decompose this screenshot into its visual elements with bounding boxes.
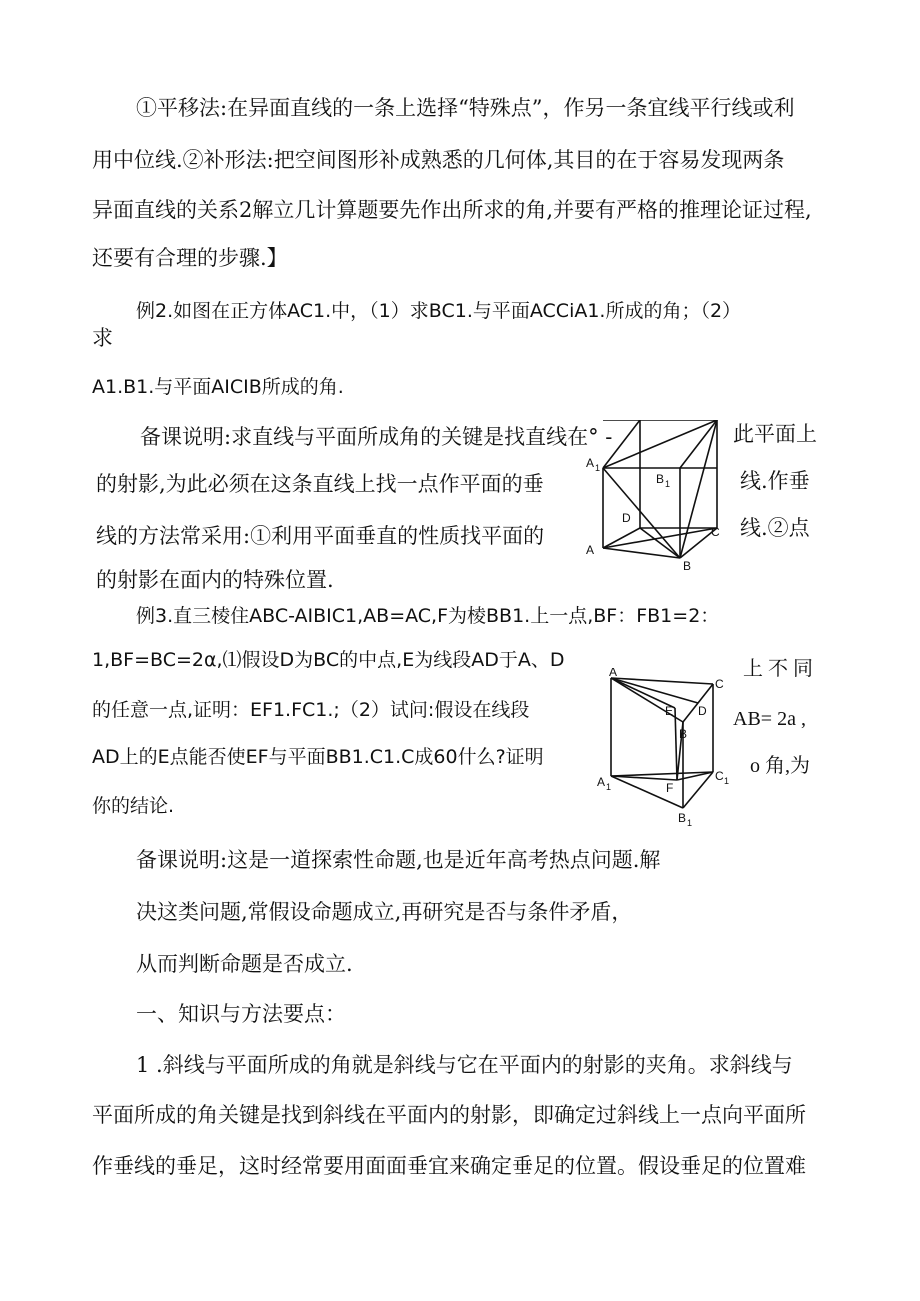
example2-note-line-2: 的射影,为此必须在这条直线上找一点作平面的垂: [96, 472, 544, 496]
example2-note-line-4: 的射影在面内的特殊位置.: [96, 568, 334, 592]
example2-side-line-2: 线.作垂: [740, 469, 810, 493]
prism-label-f: F: [666, 781, 674, 795]
prism-label-a: A: [609, 668, 618, 679]
cube-label-a1-sub: 1: [595, 463, 601, 473]
prism-label-b1-sub: 1: [687, 818, 693, 828]
example2-line-2: 求: [92, 326, 113, 350]
cube-label-b1-sub: 1: [665, 479, 671, 489]
example2-line-3: A1.B1.与平面AICIB所成的角.: [92, 376, 344, 398]
para1-line-1: ①平移法:在异面直线的一条上选择“特殊点”，作另一条宜线平行线或利: [136, 96, 795, 120]
para1-line-4: 还要有合理的步骤.】: [92, 246, 288, 270]
para1-line-3: 异面直线的关系2解立几计算题要先作出所求的角,并要有严格的推理论证过程,: [92, 198, 812, 222]
prism-label-a1-sub: 1: [606, 782, 612, 792]
note3-line-1: 备课说明:这是一道探索性命题,也是近年高考热点问题.解: [136, 848, 661, 872]
cube-label-b: B: [683, 559, 692, 573]
prism-label-c: C: [715, 677, 724, 691]
example2-note-line-3: 线的方法常采用:①利用平面垂直的性质找平面的: [96, 524, 545, 548]
example3-line-2: 1,BF=BC=2α,⑴假设D为BC的中点,E为线段AD于A、D: [92, 649, 565, 671]
example2-side-line-3: 线.②点: [740, 516, 810, 540]
prism-label-d: D: [698, 704, 707, 718]
para1-line-2: 用中位线.②补形法:把空间图形补成熟悉的几何体,其目的在于容易发现两条: [92, 148, 785, 172]
example2-note-line-1: 备课说明:求直线与平面所成角的关键是找直线在° -: [140, 425, 613, 449]
cube-label-a: A: [586, 543, 595, 557]
prism-label-e: E: [665, 704, 674, 718]
cube-label-b1: B: [656, 472, 665, 486]
note3-line-2: 决这类问题,常假设命题成立,再研究是否与条件矛盾，: [136, 900, 633, 924]
prism-label-c1-sub: 1: [724, 776, 730, 786]
cube-figure: [580, 420, 730, 580]
example2-line-1: 例2.如图在正方体AC1.中，（1）求BC1.与平面ACCiA1.所成的角；（2）: [136, 300, 742, 322]
section-line-3: 作垂线的垂足，这时经常要用面面垂宜来确定垂足的位置。假设垂足的位置难: [92, 1154, 806, 1178]
section-heading: 一、知识与方法要点：: [136, 1002, 346, 1026]
example3-line-5: 你的结论.: [92, 795, 175, 817]
example2-side-line-1: 此平面上: [733, 422, 817, 446]
example3-line-1: 例3.直三棱住ABC-AIBIC1,AB=AC,F为棱BB1.上一点,BF：FB1=2：: [136, 605, 720, 627]
example3-side-line-1: 上 不 同: [743, 658, 813, 680]
note3-line-3: 从而判断命题是否成立.: [136, 952, 353, 976]
cube-label-d: D: [622, 511, 631, 525]
section-line-1: 1 .斜线与平面所成的角就是斜线与它在平面内的射影的夹角。求斜线与: [136, 1053, 793, 1077]
prism-figure: [595, 668, 735, 833]
example3-side-line-3: o 角,为: [750, 755, 810, 777]
section-line-2: 平面所成的角关键是找到斜线在平面内的射影，即确定过斜线上一点向平面所: [92, 1103, 806, 1127]
prism-label-b: B: [679, 727, 688, 741]
cube-label-c: C: [711, 525, 720, 539]
cube-label-a1: A: [586, 456, 595, 470]
prism-label-b1: B: [678, 811, 687, 825]
example3-side-line-2: AB= 2a ,: [733, 708, 806, 730]
prism-label-a1: A: [597, 775, 606, 789]
prism-label-c1: C: [715, 769, 724, 783]
example3-line-4: AD上的E点能否使EF与平面BB1.C1.C成60什么?证明: [92, 746, 544, 768]
example3-line-3: 的任意一点,证明：EF1.FC1.;（2）试问:假设在线段: [92, 699, 530, 721]
